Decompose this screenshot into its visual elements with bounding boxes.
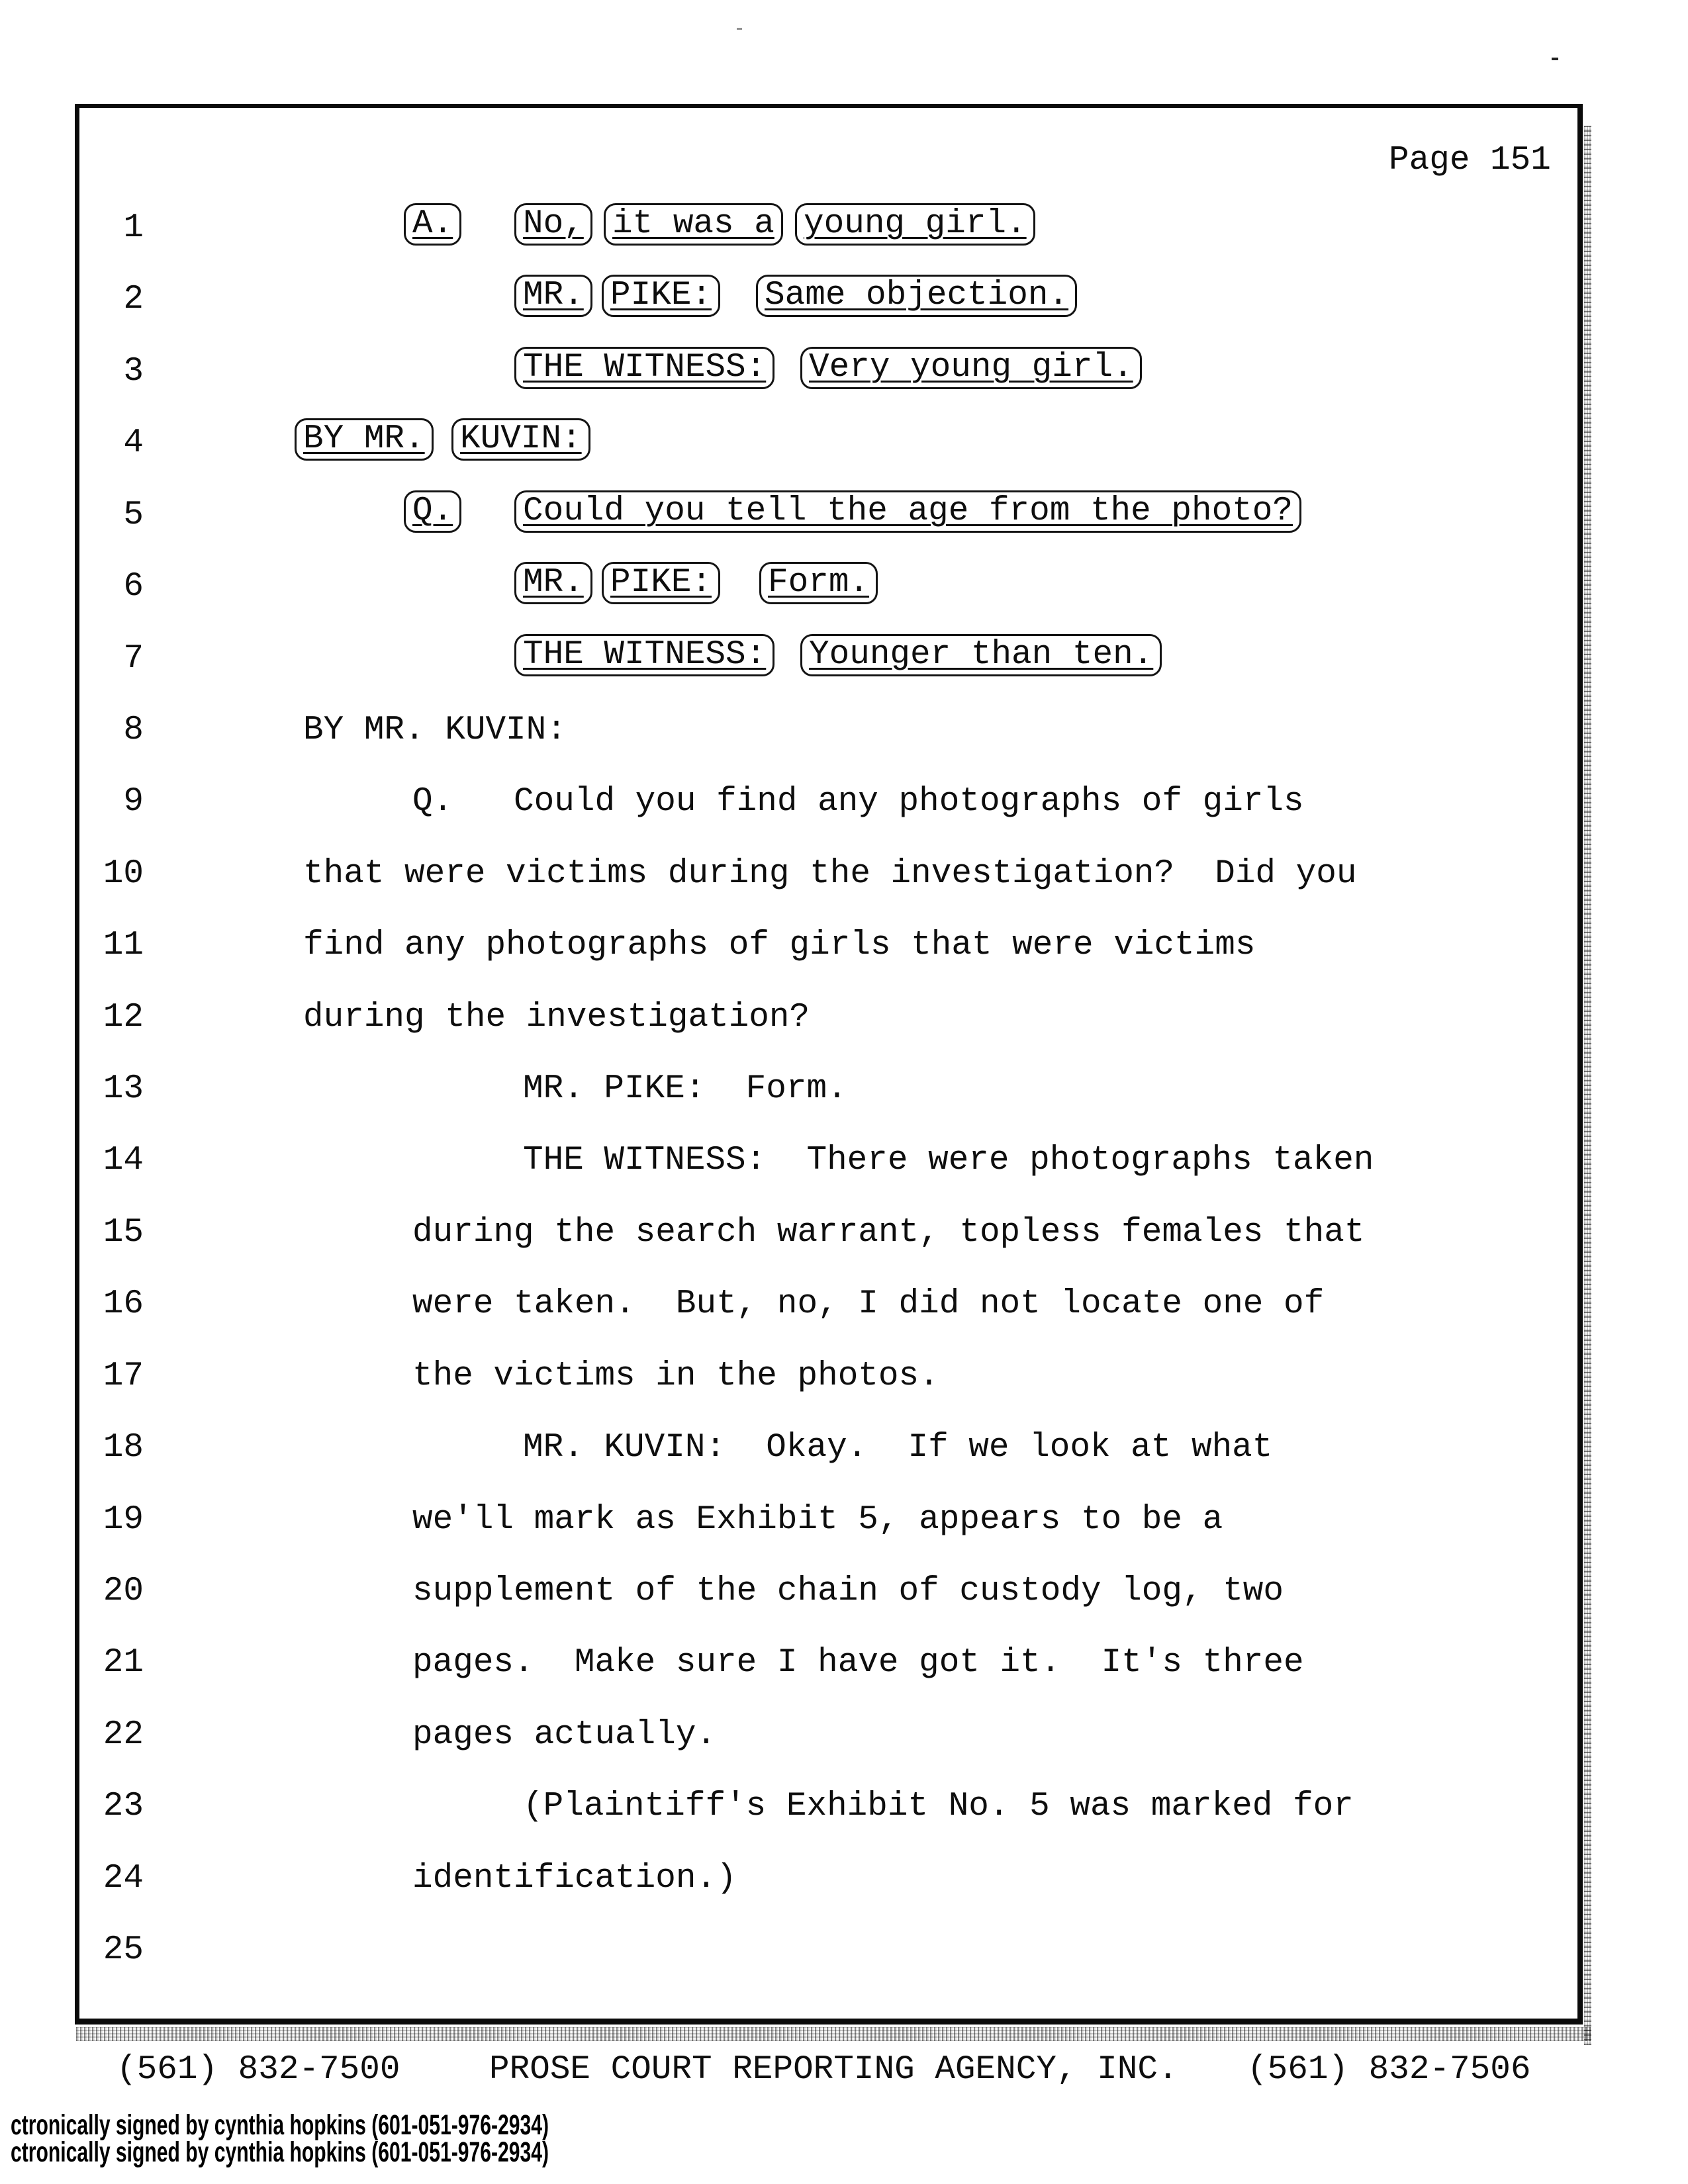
transcript-line <box>0 492 1688 535</box>
transcript-line <box>0 1643 1688 1683</box>
transcript-line <box>0 1357 1688 1396</box>
line-number: 22 <box>103 1715 144 1754</box>
transcript-text: supplement of the chain of custody log, two <box>412 1572 1284 1610</box>
footer-agency-name: PROSE COURT REPORTING AGENCY, INC. <box>489 2051 1178 2089</box>
line-number: 13 <box>103 1070 144 1109</box>
transcript-line <box>0 1859 1688 1899</box>
transcript-line <box>0 1500 1688 1540</box>
line-number: 6 <box>123 568 144 606</box>
ocr-highlight-box: THE WITNESS: <box>514 634 774 676</box>
footer-phone-right: (561) 832-7506 <box>1247 2051 1531 2089</box>
transcript-line <box>0 1787 1688 1827</box>
scan-artifact-dash <box>737 28 742 30</box>
scan-edge-texture-bottom <box>76 2027 1591 2041</box>
line-number: 24 <box>103 1859 144 1897</box>
transcript-line <box>0 1428 1688 1468</box>
transcript-line <box>0 854 1688 894</box>
line-number: 9 <box>123 783 144 821</box>
transcript-line <box>0 420 1688 463</box>
line-number: 2 <box>123 281 144 319</box>
transcript-line <box>0 1213 1688 1253</box>
ocr-highlight-box: Form. <box>759 562 878 604</box>
transcript-text: were taken. But, no, I did not locate one of <box>412 1285 1325 1324</box>
esignature-line: ctronically signed by cynthia hopkins (601-051-976-2934) <box>11 2109 549 2141</box>
line-number: 23 <box>103 1788 144 1826</box>
transcript-line <box>0 1715 1688 1755</box>
line-number: 3 <box>123 352 144 390</box>
transcript-line <box>0 348 1688 392</box>
line-number: 18 <box>103 1429 144 1467</box>
transcript-line <box>0 635 1688 679</box>
transcript-text: during the investigation? <box>303 998 810 1036</box>
ocr-highlight-box: MR. <box>514 275 592 317</box>
line-number: 21 <box>103 1644 144 1682</box>
transcript-text: (Plaintiff's Exhibit No. 5 was marked for <box>523 1788 1354 1826</box>
line-number: 17 <box>103 1357 144 1395</box>
transcript-text: MR. KUVIN: Okay. If we look at what <box>523 1429 1273 1467</box>
transcript-line <box>0 1141 1688 1181</box>
transcript-text: we'll mark as Exhibit 5, appears to be a <box>412 1500 1223 1539</box>
transcript-line <box>0 1069 1688 1109</box>
line-number: 16 <box>103 1285 144 1324</box>
line-number: 12 <box>103 998 144 1036</box>
ocr-highlight-box: Same objection. <box>756 275 1077 317</box>
transcript-line <box>0 277 1688 320</box>
transcript-text: during the search warrant, topless females that <box>412 1213 1365 1251</box>
line-number: 10 <box>103 854 144 893</box>
line-number: 11 <box>103 927 144 965</box>
transcript-text: pages. Make sure I have got it. It's three <box>412 1644 1304 1682</box>
line-number: 8 <box>123 711 144 749</box>
transcript-line <box>0 205 1688 248</box>
ocr-highlight-box: PIKE: <box>602 562 720 604</box>
line-number: 14 <box>103 1142 144 1180</box>
ocr-highlight-box: THE WITNESS: <box>514 347 774 389</box>
line-number: 19 <box>103 1500 144 1539</box>
transcript-text: Q. Could you find any photographs of girls <box>412 783 1304 821</box>
transcript-text: that were victims during the investigation? Did you <box>303 854 1357 893</box>
line-number: 5 <box>123 496 144 534</box>
transcript-line <box>0 1931 1688 1970</box>
line-number: 4 <box>123 424 144 463</box>
transcript-line <box>0 564 1688 607</box>
ocr-highlight-box: PIKE: <box>602 275 720 317</box>
footer-phone-left: (561) 832-7500 <box>117 2051 400 2089</box>
transcript-text: THE WITNESS: There were photographs taken <box>523 1142 1374 1180</box>
line-number: 20 <box>103 1572 144 1610</box>
ocr-highlight-box: it was a <box>604 203 783 246</box>
transcript-text: the victims in the photos. <box>412 1357 939 1395</box>
ocr-highlight-box: Q. <box>404 490 461 533</box>
line-number: 25 <box>103 1931 144 1970</box>
line-number: 7 <box>123 639 144 678</box>
transcript-line <box>0 782 1688 822</box>
esignature-line: ctronically signed by cynthia hopkins (601-051-976-2934) <box>11 2136 549 2168</box>
ocr-highlight-box: A. <box>404 203 461 246</box>
transcript-text: find any photographs of girls that were victims <box>303 927 1256 965</box>
transcript-line <box>0 711 1688 751</box>
ocr-highlight-box: Very young girl. <box>800 347 1142 389</box>
ocr-highlight-box: MR. <box>514 562 592 604</box>
transcript-line <box>0 1572 1688 1612</box>
transcript-text: pages actually. <box>412 1715 717 1754</box>
transcript-line <box>0 998 1688 1038</box>
transcript-text: MR. PIKE: Form. <box>523 1070 847 1109</box>
ocr-highlight-box: Could you tell the age from the photo? <box>514 490 1301 533</box>
line-number: 15 <box>103 1213 144 1251</box>
line-number: 1 <box>123 209 144 247</box>
scan-artifact-dash <box>1552 58 1558 60</box>
ocr-highlight-box: BY MR. <box>295 418 434 461</box>
transcript-line <box>0 1285 1688 1324</box>
transcript-text: BY MR. KUVIN: <box>303 711 567 749</box>
ocr-highlight-box: Younger than ten. <box>800 634 1162 676</box>
ocr-highlight-box: KUVIN: <box>451 418 590 461</box>
ocr-highlight-box: No, <box>514 203 592 246</box>
page-number-label: Page 151 <box>1389 142 1551 179</box>
ocr-highlight-box: young girl. <box>795 203 1035 246</box>
transcript-line <box>0 926 1688 966</box>
transcript-text: identification.) <box>412 1859 737 1897</box>
scan-edge-texture-right <box>1584 126 1591 2045</box>
